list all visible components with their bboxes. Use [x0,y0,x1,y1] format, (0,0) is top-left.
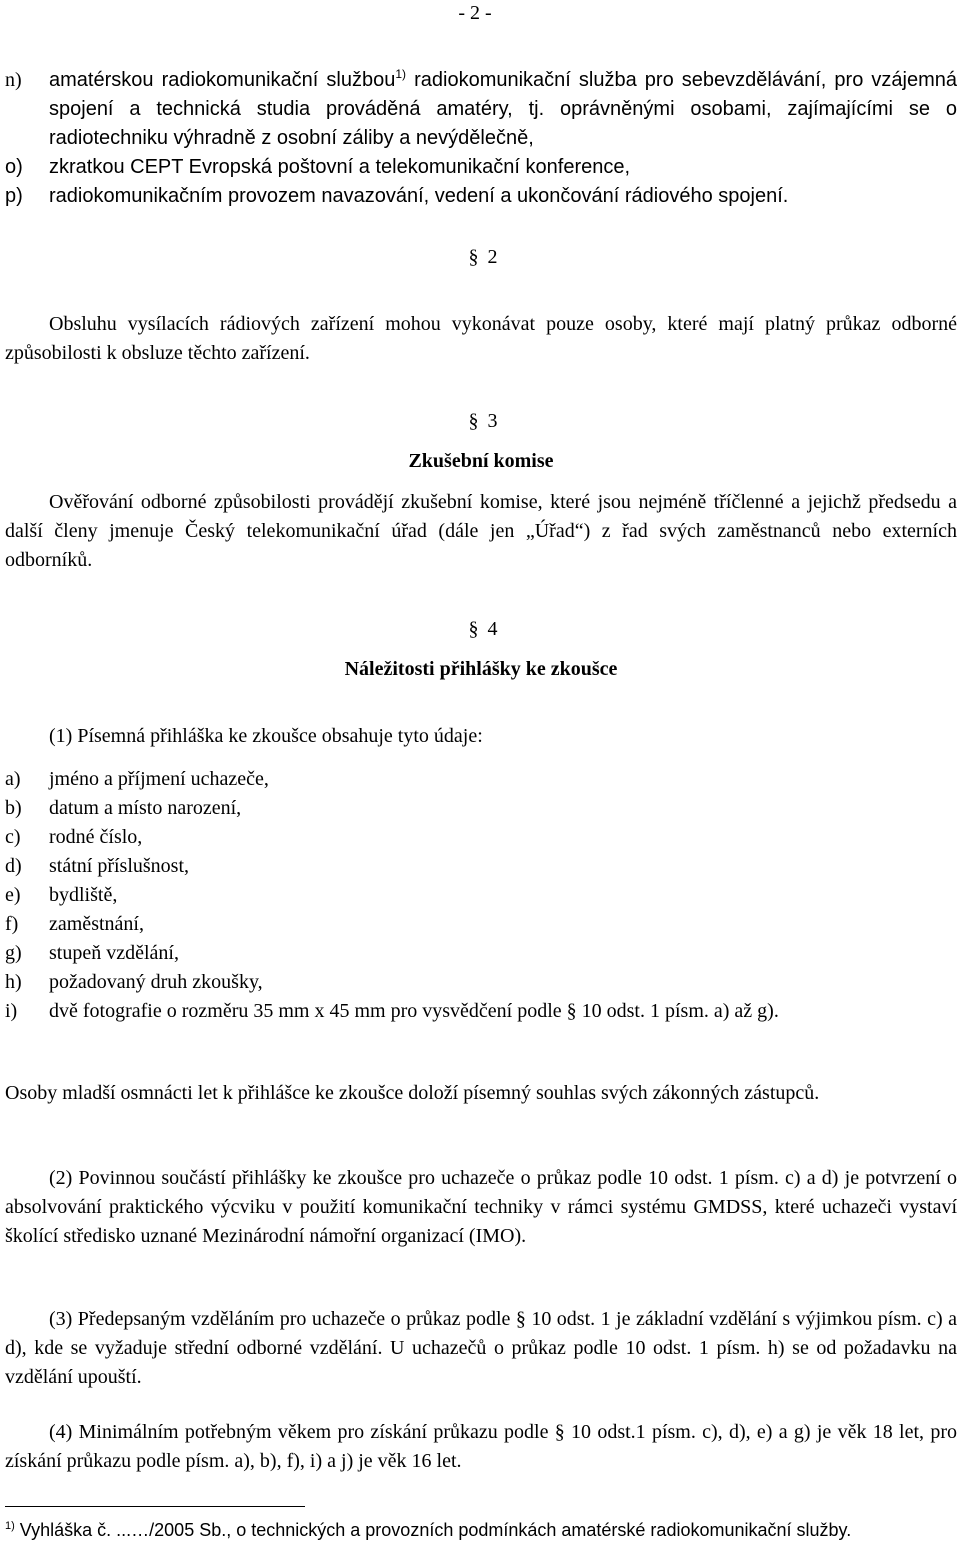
section-3-heading [5,407,957,436]
list-item-text: dvě fotografie o rozměru 35 mm x 45 mm pro vysvědčení podle § 10 odst. 1 písm. a) až g). [49,1000,779,1022]
section-4-heading [5,615,957,644]
section-symbol: § [468,246,479,268]
section-number: 4 [487,618,498,640]
list-marker: h) [5,971,22,993]
list-item [5,823,957,852]
definition-item-n [5,66,957,153]
list-item-text: rodné číslo, [49,826,143,848]
list-item [5,794,957,823]
list-marker: g) [5,942,22,964]
list-marker: n) [5,69,22,91]
section-4-intro: (1) Písemná přihláška ke zkoušce obsahuje tyto údaje: [49,725,483,747]
page-number: - 2 - [458,2,492,24]
application-items-list [5,765,957,1026]
paragraph-4: (4) Minimálním potřebným věkem pro získání průkazu podle § 10 odst.1 písm. c), d), e) a g) je věk 18 let, pro získání průkazu podle písm. a), b), f), i) a j) je věk 16 let. [5,1421,957,1472]
list-item-text: zaměstnání, [49,913,144,935]
list-item [5,997,959,1026]
list-item-text: datum a místo narození, [49,797,242,819]
footnote-marker: 1) [5,1520,15,1532]
section-number: 2 [487,246,498,268]
list-marker: o) [5,156,23,178]
list-item-text: státní příslušnost, [49,855,190,877]
list-marker: a) [5,768,21,790]
section-symbol: § [468,410,479,432]
section-symbol: § [468,618,479,640]
list-marker: f) [5,913,19,935]
section-2-text: Obsluhu vysílacích rádiových zařízení mohou vykonávat pouze osoby, které mají platný průkaz odborné způsobilosti k obsluze těchto zařízení. [5,313,957,364]
definition-item-o [5,153,957,182]
paragraph-2: (2) Povinnou součástí přihlášky ke zkoušce pro uchazeče o průkaz podle 10 odst. 1 písm. c) a d) je potvrzení o absolvování praktického výcviku v použití komunikační techniky v rámci systému GMDSS, které uchazeči vystaví školící středisko uznané Mezinárodní námořní organizací (IMO). [5,1167,957,1247]
minors-consent-text: Osoby mladší osmnácti let k přihlášce ke zkoušce doloží písemný souhlas svých zákonných zástupců. [5,1082,820,1104]
definition-text: radiokomunikační služba pro sebevzdělávání, pro vzájemná spojení a technická studia prováděná amatéry, tj. oprávněnými osobami, zajímajícími se o radiotechniku výhradně z osobní záliby a nevýdělečně, [49,69,957,149]
section-2-heading [5,243,957,272]
list-item [5,968,957,997]
list-item [5,939,957,968]
section-number: 3 [487,410,498,432]
list-item-text: požadovaný druh zkoušky, [49,971,263,993]
list-item-text: stupeň vzdělání, [49,942,179,964]
paragraph-3: (3) Předepsaným vzděláním pro uchazeče o průkaz podle § 10 odst. 1 je základní vzdělání s výjimkou písm. c) a d), kde se vyžaduje střední odborné vzdělání. U uchazečů o průkaz podle 10 odst. 1 písm. h) se od požadavku na vzdělání upouští. [5,1308,957,1388]
list-item [5,881,957,910]
list-item [5,852,957,881]
section-3-text: Ověřování odborné způsobilosti provádějí zkušební komise, které jsou nejméně tříčlenné a jejichž předsedu a další členy jmenuje Český telekomunikační úřad (dále jen „Úřad“) z řad svých zaměstnanců nebo externích odborníků. [5,491,957,571]
definition-item-p [5,182,957,211]
definition-text: zkratkou CEPT Evropská poštovní a telekomunikační konference, [49,156,631,178]
definition-list [5,66,957,211]
list-marker: e) [5,884,21,906]
list-item-text: jméno a příjmení uchazeče, [49,768,269,790]
list-marker: c) [5,826,21,848]
list-item [5,910,957,939]
list-item-text: bydliště, [49,884,118,906]
definition-text: radiokomunikačním provozem navazování, vedení a ukončování rádiového spojení. [49,185,789,207]
list-marker: i) [5,1000,18,1022]
list-marker: b) [5,797,22,819]
footnote [5,1518,957,1542]
section-4-title: Náležitosti přihlášky ke zkoušce [344,658,618,680]
list-marker: d) [5,855,22,877]
footnote-reference: 1) [395,67,407,81]
list-marker: p) [5,185,23,207]
definition-term: amatérskou radiokomunikační službou [49,69,396,91]
footnote-text: Vyhláška č. ...…/2005 Sb., o technických a provozních podmínkách amatérské radiokomunikační služby. [14,1520,852,1540]
list-item [5,765,957,794]
footnote-divider [5,1506,305,1507]
section-3-title: Zkušební komise [408,450,554,472]
